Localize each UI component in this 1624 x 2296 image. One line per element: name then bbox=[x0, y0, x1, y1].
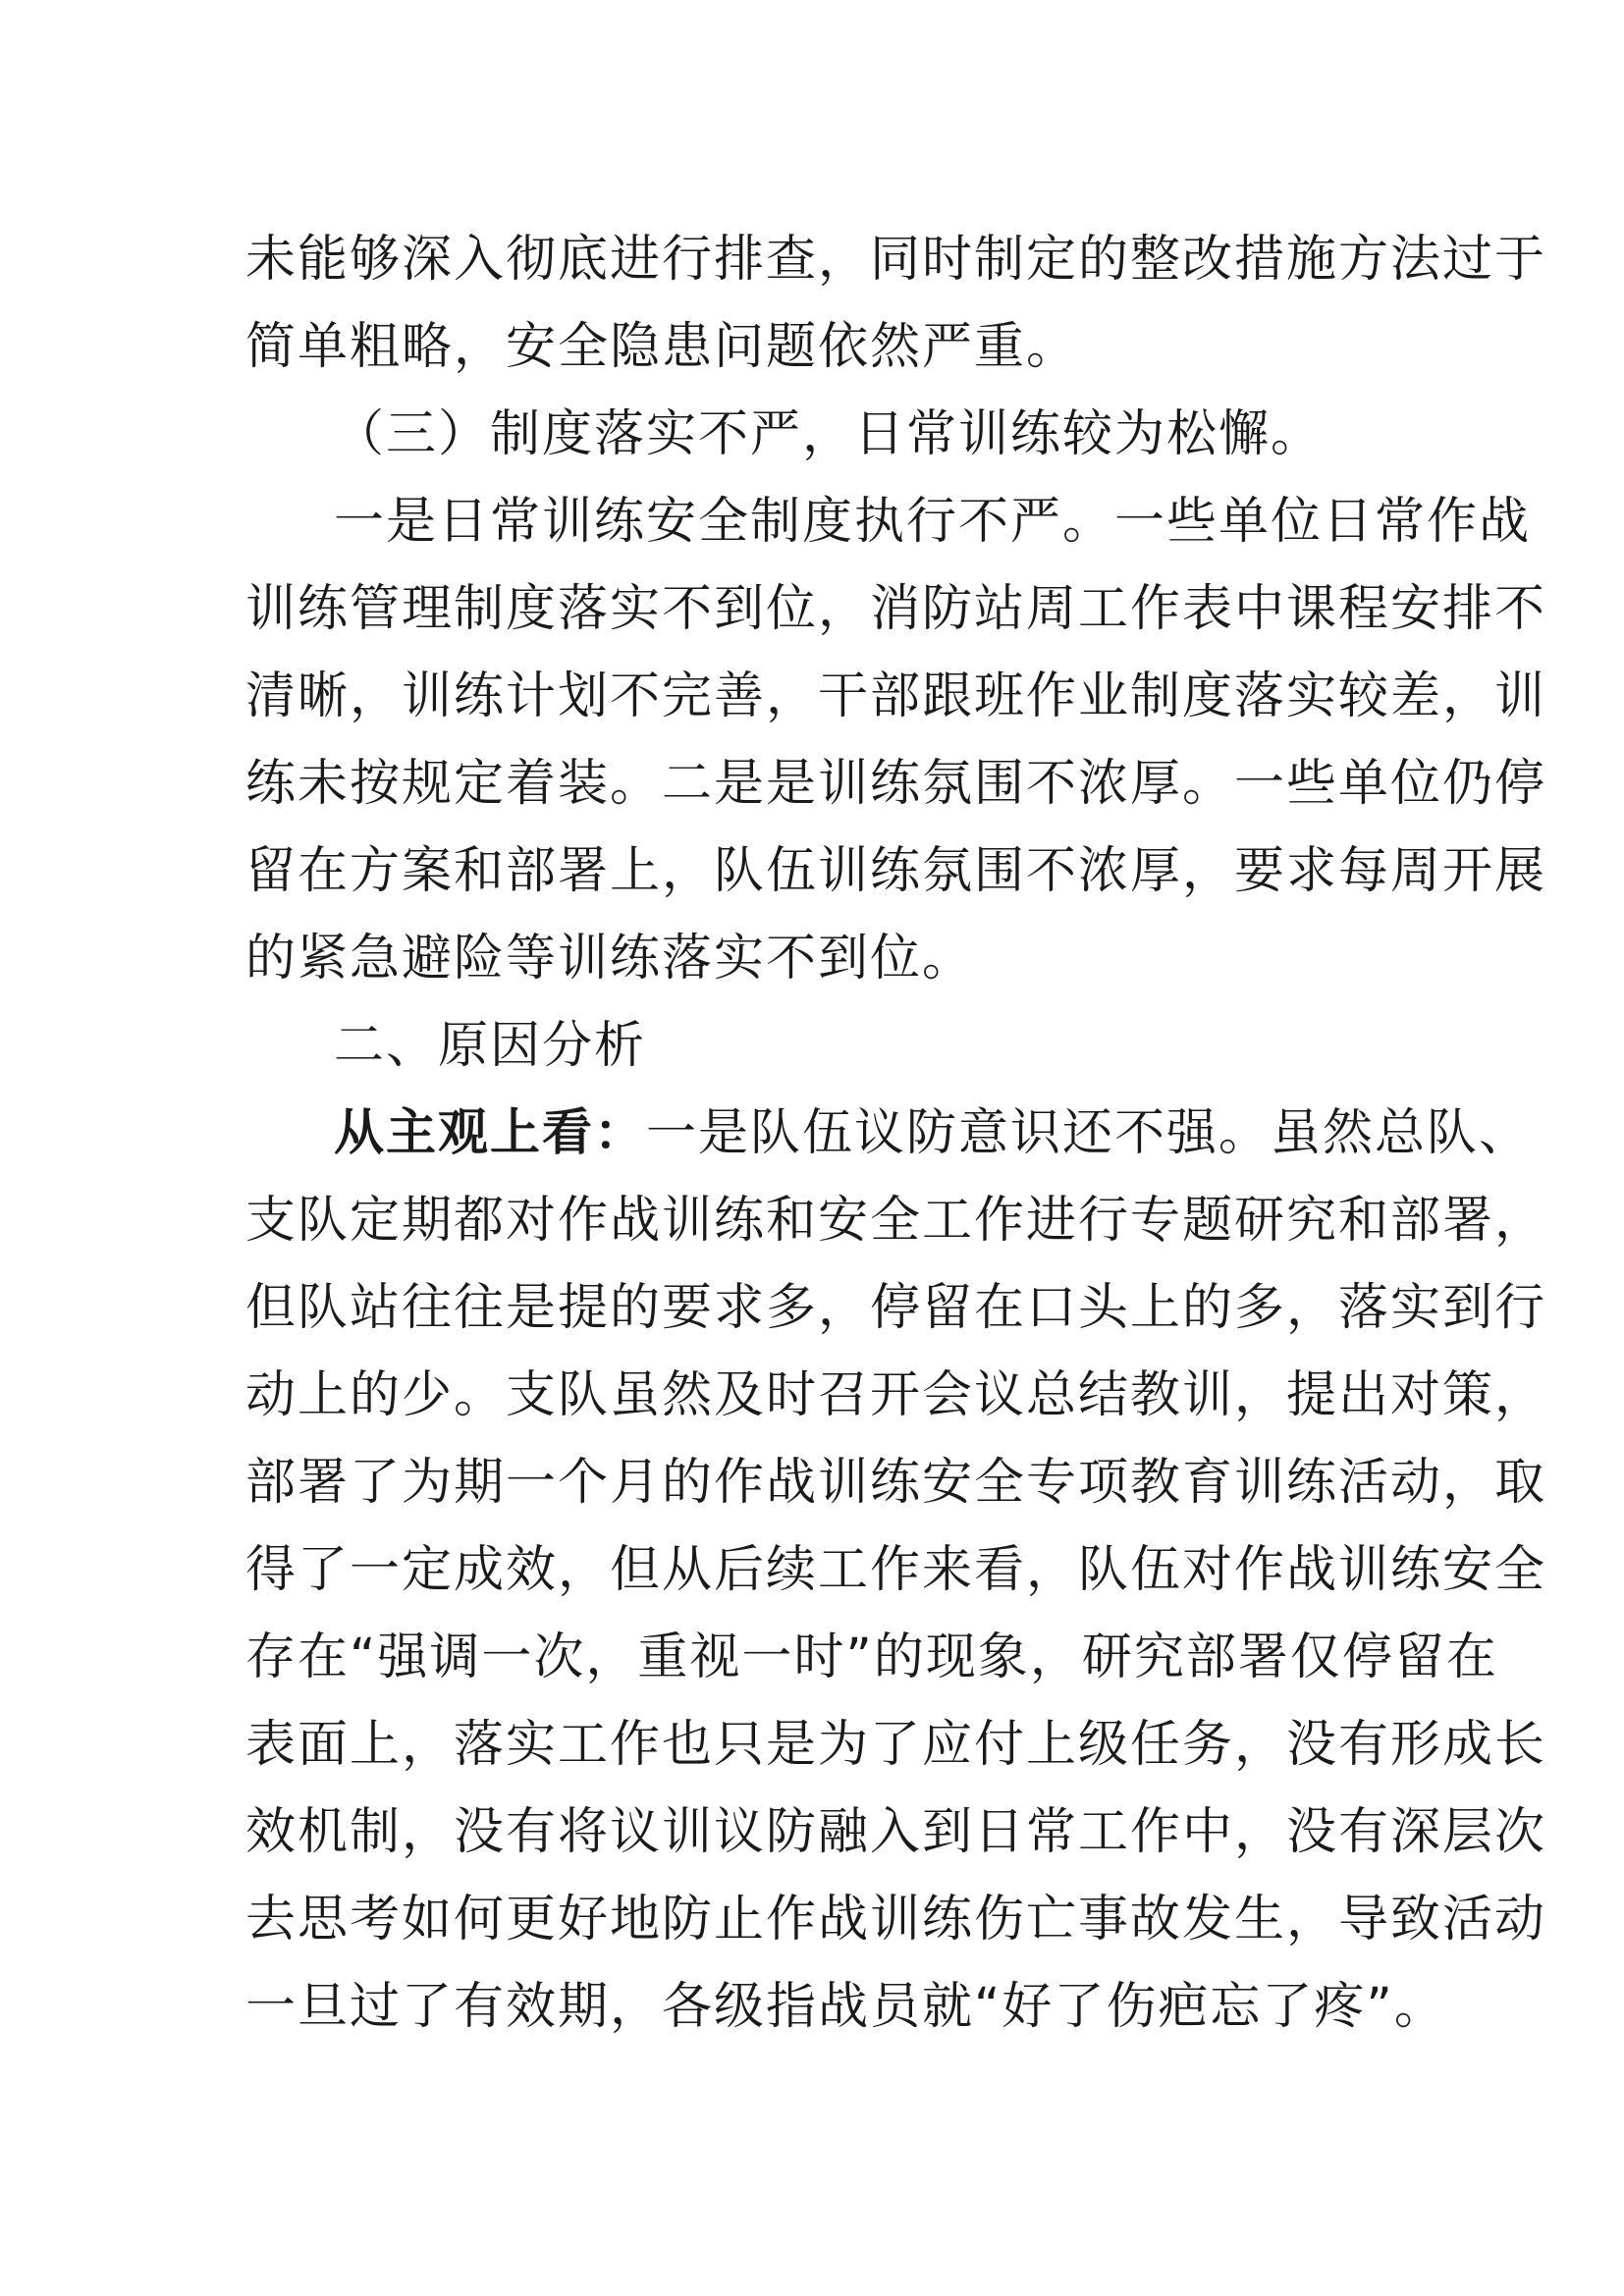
body-line-13: 但队站往往是提的要求多，停留在口头上的多，落实到行 bbox=[245, 1279, 1547, 1337]
body-line-20: 去思考如何更好地防止作战训练伤亡事故发生，导致活动 bbox=[245, 1891, 1547, 1949]
body-line-21: 一旦过了有效期，各级指战员就“好了伤疤忘了疼”。 bbox=[245, 1978, 1446, 2036]
section-heading-cause-analysis: 二、原因分析 bbox=[334, 1017, 647, 1075]
body-line-6: 清晰，训练计划不完善，干部跟班作业制度落实较差，训 bbox=[245, 667, 1547, 725]
body-line-11-text: 一是队伍议防意识还不强。虽然总队、 bbox=[646, 1104, 1532, 1162]
body-line-7: 练未按规定着装。二是是训练氛围不浓厚。一些单位仍停 bbox=[245, 755, 1547, 813]
body-line-15: 部署了为期一个月的作战训练安全专项教育训练活动，取 bbox=[245, 1454, 1547, 1512]
body-line-5: 训练管理制度落实不到位，消防站周工作表中课程安排不 bbox=[245, 580, 1547, 638]
body-line-11 bbox=[334, 1099, 1531, 1168]
body-line-4: 一是日常训练安全制度执行不严。一些单位日常作战 bbox=[334, 493, 1532, 551]
body-line-19: 效机制，没有将议训议防融入到日常工作中，没有深层次 bbox=[245, 1803, 1547, 1861]
bold-lead-subjective: 从主观上看： bbox=[334, 1104, 647, 1162]
body-line-9: 的紧急避险等训练落实不到位。 bbox=[245, 930, 975, 988]
body-line-12: 支队定期都对作战训练和安全工作进行专题研究和部署， bbox=[245, 1192, 1547, 1250]
body-line-1: 未能够深入彻底进行排查，同时制定的整改措施方法过于 bbox=[245, 231, 1547, 289]
section-heading-3: （三）制度落实不严，日常训练较为松懈。 bbox=[334, 405, 1324, 463]
body-line-16: 得了一定成效，但从后续工作来看，队伍对作战训练安全 bbox=[245, 1541, 1547, 1599]
body-line-8: 留在方案和部署上，队伍训练氛围不浓厚，要求每周开展 bbox=[245, 842, 1547, 900]
body-line-2: 简单粗略，安全隐患问题依然严重。 bbox=[245, 318, 1079, 376]
body-line-17: 存在“强调一次，重视一时”的现象，研究部署仅停留在 bbox=[245, 1629, 1498, 1686]
body-line-14: 动上的少。支队虽然及时召开会议总结教训，提出对策， bbox=[245, 1366, 1547, 1424]
body-line-18: 表面上，落实工作也只是为了应付上级任务，没有形成长 bbox=[245, 1716, 1547, 1774]
